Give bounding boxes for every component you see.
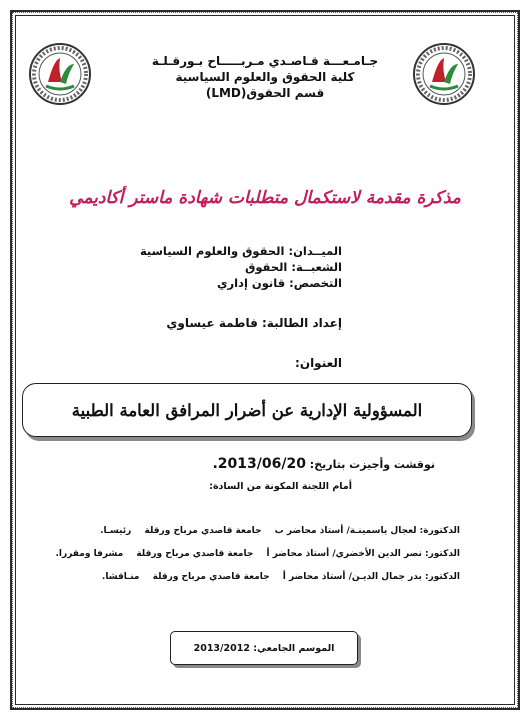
defense-date: 2013/06/20.	[212, 456, 306, 472]
field-label: الشعبــة:	[291, 260, 342, 274]
field-specialty	[140, 275, 342, 291]
university-header	[90, 53, 440, 101]
jury-institution: جامعة قاصدي مرباح ورقلة	[152, 572, 270, 582]
field-value: الحقوق	[245, 260, 288, 274]
jury-role: منـاقشا.	[101, 572, 140, 582]
defense-line	[212, 456, 435, 472]
jury-name: الدكتور: نصر الدين الأخضري/	[332, 549, 460, 559]
university-name: جـامـعـــة قـاصـدي مـربـــــاح بـورقـلـة	[151, 54, 379, 68]
academic-year-box	[170, 631, 358, 665]
university-seal-icon	[28, 42, 92, 106]
student-name: فاطمة عيساوي	[166, 316, 258, 330]
jury-rank: أستاذ محاضر أ	[266, 549, 330, 559]
defense-label: نوقشت وأجيزت بتاريخ:	[309, 458, 435, 471]
student-line	[166, 316, 342, 330]
jury-role: رئيسـا.	[100, 526, 132, 536]
memo-heading: مذكرة مقدمة لاستكمال متطلبات شهادة ماستر أكاديمي	[69, 188, 461, 208]
jury-name: الدكتورة: لعجال ياسمينـة/	[346, 526, 460, 536]
jury-institution: جامعة قاصدي مرباح ورقلة	[136, 549, 254, 559]
title-label: العنوان:	[295, 356, 342, 370]
jury-member	[56, 543, 460, 566]
field-value: قانون إداري	[216, 276, 286, 290]
jury-role: مشرفا ومقررا.	[55, 549, 124, 559]
student-label: إعداد الطالبة:	[262, 316, 342, 330]
faculty-name: كلية الحقوق والعلوم السياسية	[175, 70, 355, 84]
jury-member	[56, 520, 460, 543]
jury-institution: جامعة قاصدي مرباح ورقلة	[144, 526, 262, 536]
jury-rank: أستاذ محاضر أ	[282, 572, 346, 582]
jury-rank: أستاذ محاضر ب	[274, 526, 344, 536]
field-label: الميــدان:	[288, 244, 342, 258]
border-inner	[15, 15, 515, 705]
committee-label: أمام اللجنة المكونة من السادة:	[209, 481, 352, 492]
field-label: التخصص:	[289, 276, 342, 290]
jury-list	[56, 520, 460, 589]
jury-member	[56, 566, 460, 589]
field-domain	[140, 243, 342, 259]
field-value: الحقوق والعلوم السياسية	[139, 244, 285, 258]
field-branch	[140, 259, 342, 275]
thesis-title-box	[22, 383, 472, 437]
department-name: قسم الحقوق(LMD)	[205, 86, 325, 100]
jury-name: الدكتور: بدر جمال الديـن/	[348, 572, 460, 582]
thesis-title: المسؤولية الإدارية عن أضرار المرافق العامة الطبية	[71, 400, 423, 420]
academic-year: الموسم الجامعي: 2013/2012	[193, 642, 335, 654]
study-fields	[140, 243, 342, 291]
